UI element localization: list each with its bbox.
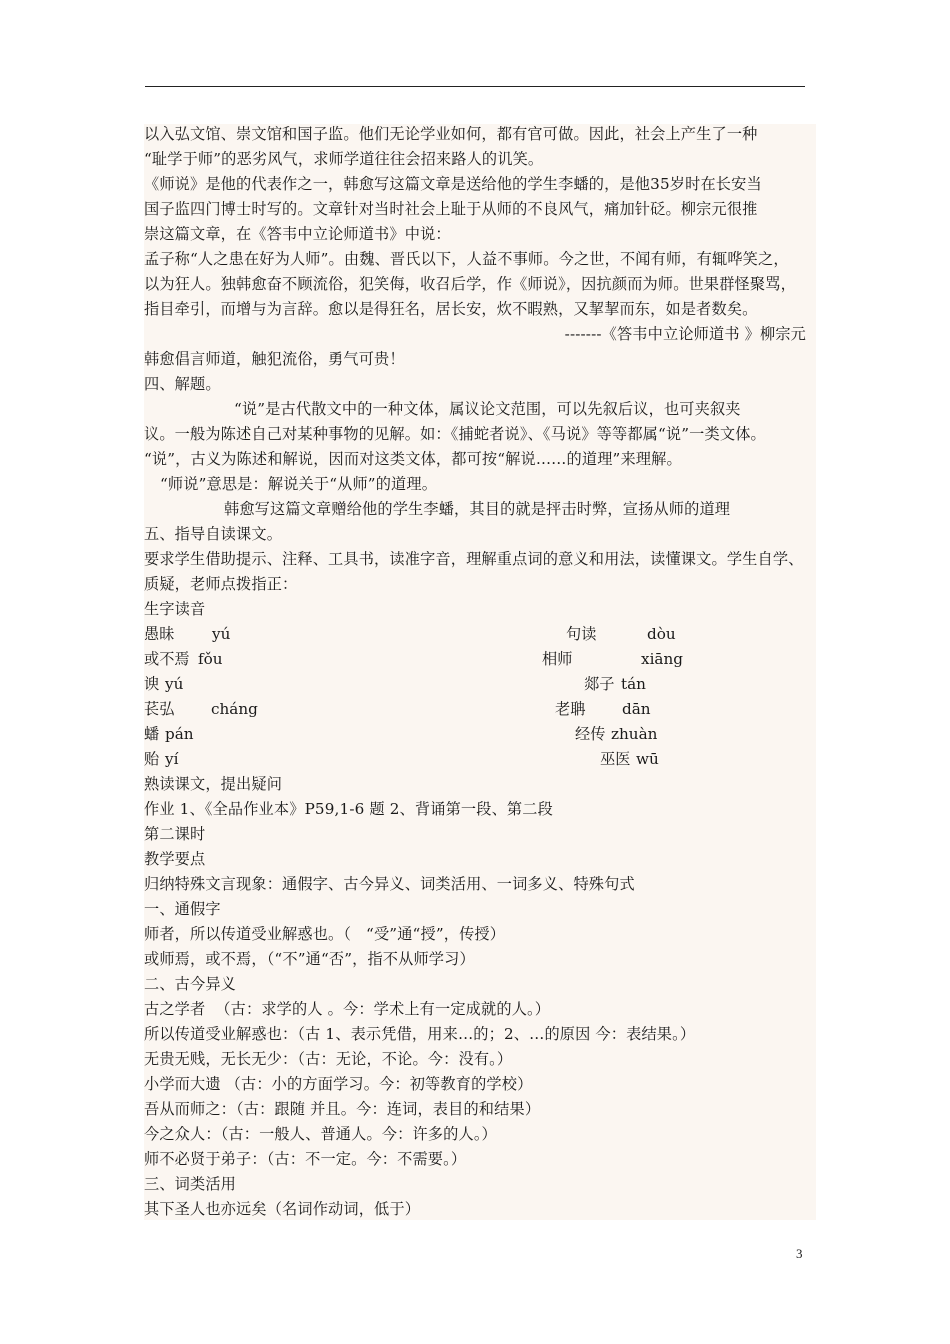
document-body — [144, 124, 816, 1220]
word: 经传 — [575, 725, 606, 743]
section-heading: 第二课时 — [144, 825, 206, 843]
text-line: “说”，古义为陈述和解说，因而对这类文体，都可按“解说……的道理”来理解。 — [144, 450, 682, 468]
text-line: 崇这篇文章，在《答韦中立论师道书》中说： — [144, 225, 451, 243]
word: 苌弘 — [144, 700, 175, 718]
header-rule — [145, 86, 805, 87]
word: 贻 — [144, 750, 160, 768]
pinyin: yú — [212, 625, 231, 643]
word: 巫医 — [600, 750, 631, 768]
pinyin: dān — [622, 700, 651, 718]
text-line: 所以传道受业解惑也：（古 1、表示凭借，用来…的；2、…的原因 今：表结果。） — [144, 1025, 696, 1043]
text-line: 教学要点 — [144, 850, 206, 868]
pinyin: fǒu — [198, 650, 223, 668]
section-heading: 三、词类活用 — [144, 1175, 237, 1193]
text-line: “耻学于师”的恶劣风气，求师学道往往会招来路人的讥笑。 — [144, 150, 544, 168]
text-line: 质疑，老师点拨指正： — [144, 575, 298, 593]
word: 或不焉 — [144, 650, 190, 668]
pinyin: pán — [165, 725, 194, 743]
text-line: 小学而大遗 （古：小的方面学习。今：初等教育的学校） — [144, 1075, 533, 1093]
pinyin: yú — [165, 675, 184, 693]
quote-line: 以为狂人。独韩愈奋不顾流俗，犯笑侮，收召后学，作《师说》，因抗颜而为师。世果群怪聚骂， — [144, 275, 796, 293]
text-line: 《师说》是他的代表作之一，韩愈写这篇文章是送给他的学生李蟠的，是他35岁时在长安当 — [144, 175, 762, 193]
text-line: 吾从而师之：（古：跟随 并且。今：连词，表目的和结果） — [144, 1100, 541, 1118]
word: 蟠 — [144, 725, 160, 743]
quote-attribution: -------《答韦中立论师道书 》柳宗元 — [564, 325, 806, 343]
text-line: 今之众人：（古：一般人、普通人。今：许多的人。） — [144, 1125, 497, 1143]
pinyin: tán — [621, 675, 646, 693]
text-line: 或师焉，或不焉，（“不”通“否”，指不从师学习） — [144, 950, 475, 968]
text-line: 古之学者 （古：求学的人 。今：学术上有一定成就的人。） — [144, 1000, 551, 1018]
text-line: 归纳特殊文言现象：通假字、古今异义、词类活用、一词多义、特殊句式 — [144, 875, 635, 893]
text-line: “师说”意思是：解说关于“从师”的道理。 — [160, 475, 438, 493]
text-line: 其下圣人也亦远矣（名词作动词，低于） — [144, 1200, 421, 1218]
text-line: 议。一般为陈述自己对某种事物的见解。如：《捕蛇者说》、《马说》等等都属“说”一类文体。 — [144, 425, 766, 443]
section-heading: 四、解题。 — [144, 375, 221, 393]
word: 愚昧 — [144, 625, 175, 643]
pinyin: dòu — [647, 625, 676, 643]
section-heading: 二、古今异义 — [144, 975, 237, 993]
quote-line: 孟子称“人之患在好为人师”。由魏、晋氏以下，人益不事师。今之世，不闻有师，有辄哗笑之， — [144, 250, 789, 268]
section-heading: 五、指导自读课文。 — [144, 525, 283, 543]
pinyin: wū — [636, 750, 659, 768]
text-line: 生字读音 — [144, 600, 206, 618]
text-line: 韩愈写这篇文章赠给他的学生李蟠，其目的就是抨击时弊，宣扬从师的道理 — [224, 500, 731, 518]
text-line: 要求学生借助提示、注释、工具书，读准字音，理解重点词的意义和用法，读懂课文。学生自学、 — [144, 550, 804, 568]
pinyin: yí — [165, 750, 179, 768]
section-heading: 一、通假字 — [144, 900, 221, 918]
pinyin: zhuàn — [611, 725, 658, 743]
text-line: 韩愈倡言师道，触犯流俗，勇气可贵！ — [144, 350, 405, 368]
word: 郯子 — [584, 675, 615, 693]
word: 句读 — [566, 625, 597, 643]
text-line: 以入弘文馆、崇文馆和国子监。他们无论学业如何，都有官可做。因此，社会上产生了一种 — [144, 125, 758, 143]
quote-line: 指目牵引，而增与为言辞。愈以是得狂名，居长安，炊不暇熟，又挈挈而东，如是者数矣。 — [144, 300, 758, 318]
text-line: 作业 1、《全品作业本》P59,1-6 题 2、背诵第一段、第二段 — [144, 800, 553, 818]
page-number: 3 — [796, 1246, 803, 1261]
text-line: “说”是古代散文中的一种文体，属议论文范围，可以先叙后议，也可夹叙夹 — [234, 400, 741, 418]
pinyin: xiāng — [641, 650, 683, 668]
text-line: 国子监四门博士时写的。文章针对当时社会上耻于从师的不良风气，痛加针砭。柳宗元很推 — [144, 200, 758, 218]
text-line: 师不必贤于弟子：（古：不一定。今：不需要。） — [144, 1150, 467, 1168]
text-line: 熟读课文，提出疑问 — [144, 775, 283, 793]
word: 相师 — [542, 650, 573, 668]
word: 谀 — [144, 675, 160, 693]
text-line: 师者，所以传道受业解惑也。（ “受”通“授”，传授） — [144, 925, 506, 943]
pinyin: cháng — [211, 700, 258, 718]
word: 老聃 — [555, 700, 586, 718]
text-line: 无贵无贱，无长无少：（古：无论，不论。今：没有。） — [144, 1050, 513, 1068]
